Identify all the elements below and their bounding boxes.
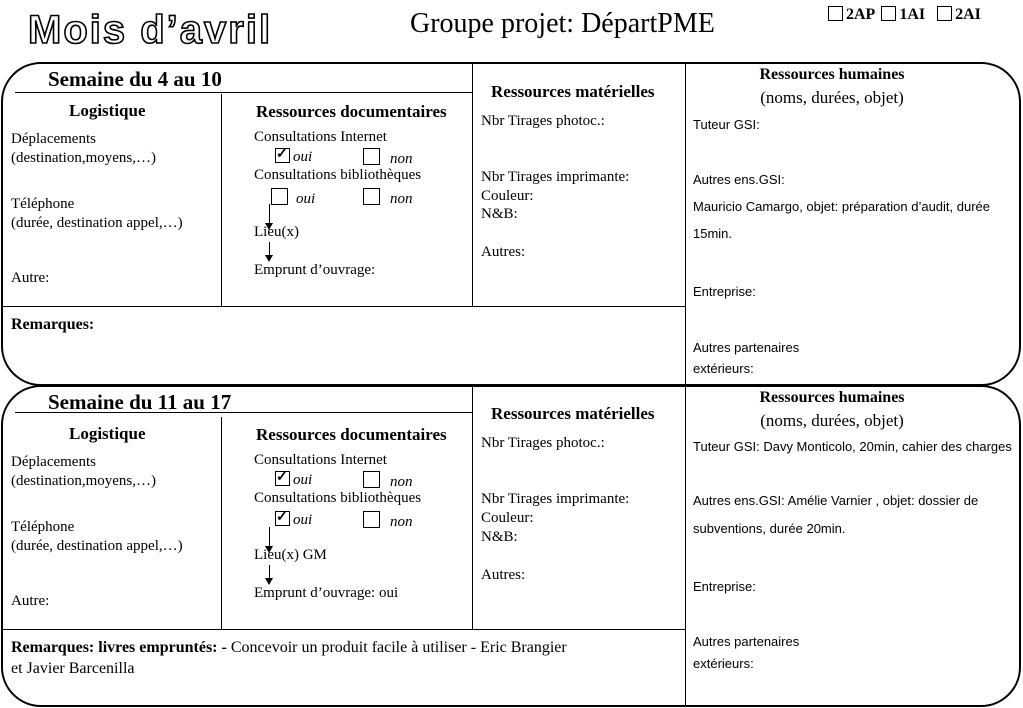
group-name: DépartPME	[581, 8, 715, 39]
emprunt-label: Emprunt d’ouvrage: oui	[254, 585, 399, 601]
autres-ens-detail: 15min.	[693, 226, 733, 241]
arrow-down-icon	[269, 527, 270, 547]
checkbox-icon[interactable]	[937, 6, 952, 21]
tuteur-label: Tuteur GSI: Davy Monticolo, 20min, cahier des charges	[693, 439, 1012, 454]
checkbox-icon[interactable]	[271, 188, 288, 205]
checkbox-icon[interactable]	[828, 6, 843, 21]
autres-ens-detail: Mauricio Camargo, objet: préparation d’audit, durée	[693, 199, 991, 214]
lieu-label: Lieu(x) GM	[254, 547, 327, 563]
autres-ens-label: Autres ens.GSI:	[693, 172, 785, 187]
telephone-label: Téléphone	[11, 196, 75, 212]
deplacements-hint: (destination,moyens,…)	[11, 473, 156, 489]
telephone-hint: (durée, destination appel,…)	[11, 215, 183, 231]
remarques-text-2: et Javier Barcenilla	[11, 660, 135, 677]
telephone-hint: (durée, destination appel,…)	[11, 538, 183, 554]
remarques-text: Concevoir un produit facile à utiliser - Eric Brangier	[230, 639, 567, 656]
nb-label: N&B:	[481, 206, 518, 222]
emprunt-label: Emprunt d’ouvrage:	[254, 262, 376, 278]
week-title: Semaine du 11 au 17	[48, 390, 232, 414]
entreprise-label: Entreprise:	[693, 579, 756, 594]
internet-label: Consultations Internet	[254, 452, 387, 468]
week-panel-2	[1, 385, 1021, 707]
lieu-label: Lieu(x)	[254, 224, 299, 240]
biblio-non[interactable]: non	[363, 511, 413, 532]
arrow-down-icon	[269, 204, 270, 224]
autre-label: Autre:	[11, 270, 50, 286]
divider	[685, 387, 686, 705]
divider	[472, 387, 473, 629]
partenaires-label-2: extérieurs:	[693, 361, 754, 376]
partenaires-label: Autres partenaires	[693, 634, 800, 649]
imprimante-label: Nbr Tirages imprimante:	[481, 491, 630, 507]
divider	[221, 417, 222, 629]
autres-label: Autres:	[481, 567, 526, 583]
autres-ens-detail: subventions, durée 20min.	[693, 521, 846, 536]
logistique-heading: Logistique	[69, 101, 146, 120]
partenaires-label: Autres partenaires	[693, 340, 800, 355]
humaines-heading: Ressources humaines	[759, 66, 905, 83]
docs-heading: Ressources documentaires	[256, 425, 447, 444]
materiel-heading: Ressources matérielles	[491, 404, 655, 423]
internet-oui[interactable]: ✓oui	[275, 471, 312, 490]
deplacements-label: Déplacements	[11, 131, 96, 147]
checkbox-icon[interactable]	[363, 511, 380, 528]
internet-oui[interactable]: ✓oui	[275, 148, 312, 167]
divider	[472, 64, 473, 306]
remarques-label: Remarques: livres empruntés: -	[11, 639, 227, 656]
arrow-down-icon	[269, 565, 270, 579]
humaines-subheading: (noms, durées, objet)	[760, 88, 904, 107]
autre-label: Autre:	[11, 593, 50, 609]
photoc-label: Nbr Tirages photoc.:	[481, 113, 605, 129]
autres-label: Autres:	[481, 244, 526, 260]
biblio-non[interactable]: non	[363, 188, 413, 209]
remarques	[11, 637, 676, 679]
couleur-label: Couleur:	[481, 510, 534, 526]
deplacements-label: Déplacements	[11, 454, 96, 470]
internet-label: Consultations Internet	[254, 129, 387, 145]
level-checkboxes	[828, 6, 983, 24]
divider	[15, 92, 472, 93]
entreprise-label: Entreprise:	[693, 284, 756, 299]
humaines-heading: Ressources humaines	[759, 389, 905, 406]
divider	[685, 64, 686, 384]
checkbox-checked-icon[interactable]	[275, 148, 290, 163]
deplacements-hint: (destination,moyens,…)	[11, 150, 156, 166]
group-title	[410, 8, 715, 40]
divider	[221, 94, 222, 306]
internet-non[interactable]: non	[363, 148, 413, 169]
week-panel-1	[1, 62, 1021, 386]
level-2ai[interactable]: 2AI	[937, 6, 981, 24]
remarques	[11, 314, 671, 335]
logistique-heading: Logistique	[69, 424, 146, 443]
checkbox-checked-icon[interactable]	[275, 511, 290, 526]
checkbox-icon[interactable]	[881, 6, 896, 21]
remarques-label: Remarques:	[11, 316, 95, 333]
docs-heading: Ressources documentaires	[256, 102, 447, 121]
level-2ap[interactable]: 2AP	[828, 6, 875, 24]
checkbox-icon[interactable]	[363, 148, 380, 165]
checkbox-icon[interactable]	[363, 471, 380, 488]
partenaires-label-2: extérieurs:	[693, 656, 754, 671]
couleur-label: Couleur:	[481, 188, 534, 204]
checkbox-icon[interactable]	[363, 188, 380, 205]
week-title: Semaine du 4 au 10	[48, 67, 222, 91]
materiel-heading: Ressources matérielles	[491, 82, 655, 101]
tuteur-label: Tuteur GSI:	[693, 117, 760, 132]
biblio-label: Consultations bibliothèques	[254, 167, 422, 183]
photoc-label: Nbr Tirages photoc.:	[481, 435, 605, 451]
divider	[3, 629, 685, 630]
checkbox-checked-icon[interactable]	[275, 471, 290, 486]
biblio-oui[interactable]: ✓oui	[275, 511, 312, 530]
biblio-oui[interactable]: oui	[271, 188, 315, 209]
level-1ai[interactable]: 1AI	[881, 6, 925, 24]
humaines-subheading: (noms, durées, objet)	[760, 411, 904, 430]
internet-non[interactable]: non	[363, 471, 413, 492]
autres-ens-label: Autres ens.GSI: Amélie Varnier , objet: dossier de	[693, 493, 979, 508]
biblio-label: Consultations bibliothèques	[254, 490, 422, 506]
nb-label: N&B:	[481, 529, 518, 545]
imprimante-label: Nbr Tirages imprimante:	[481, 169, 630, 185]
month-title: Mois d’avril	[28, 8, 273, 52]
group-label: Groupe projet:	[410, 8, 575, 39]
divider	[3, 306, 685, 307]
arrow-down-icon	[269, 242, 270, 256]
telephone-label: Téléphone	[11, 519, 75, 535]
